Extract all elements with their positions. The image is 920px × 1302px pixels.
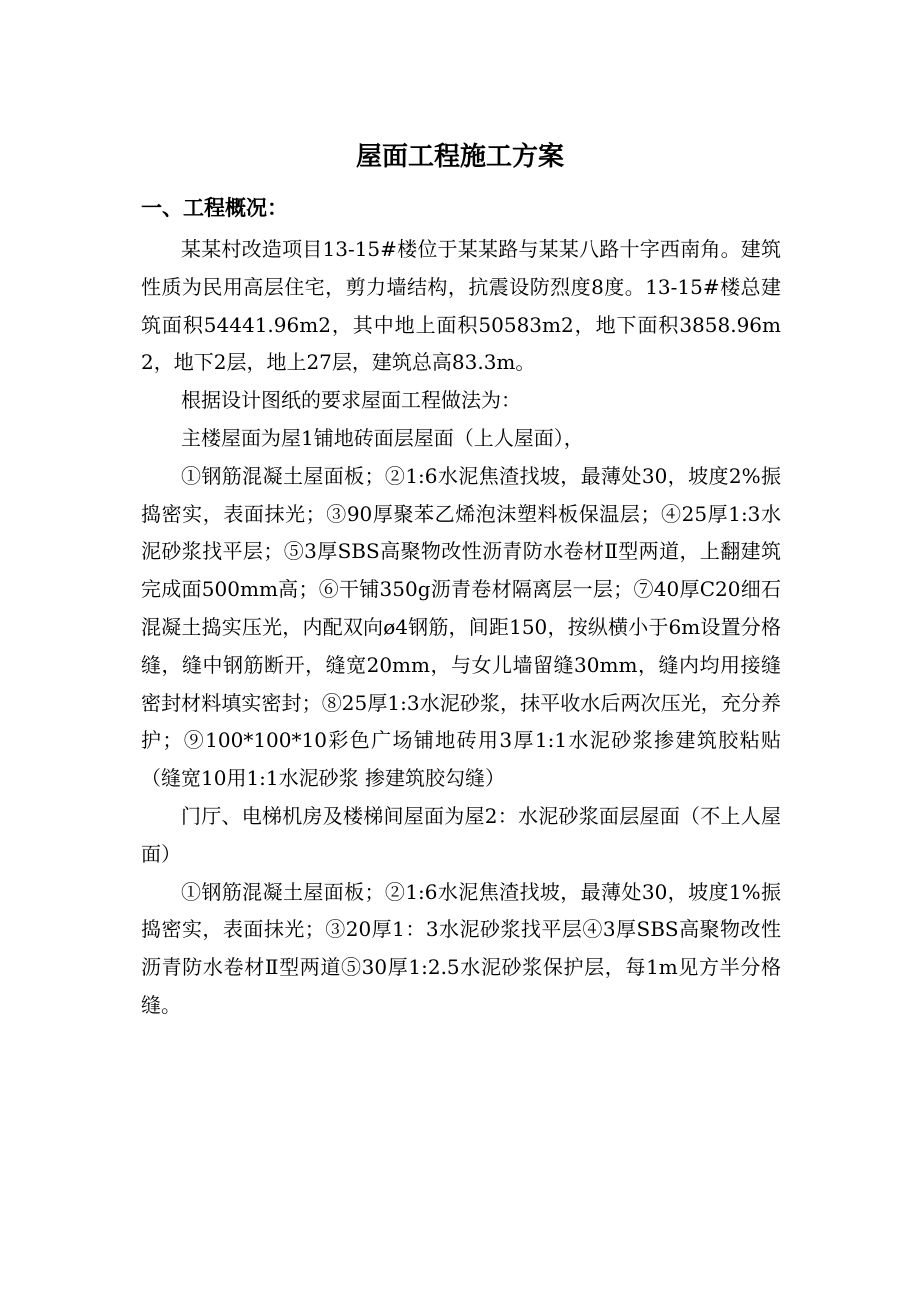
- paragraph-secondary-roof-layers: ①钢筋混凝土屋面板；②1:6水泥焦渣找坡，最薄处30，坡度1%振捣密实，表面抹光；③20厚1：3水泥砂浆找平层④3厚SBS高聚物改性沥青防水卷材Ⅱ型两道⑤30厚1:2.5水泥砂浆保护层，每1m见方半分格缝。: [141, 879, 781, 1017]
- section-heading: 一、工程概况：: [141, 196, 288, 220]
- paragraph-secondary-roof-type: 门厅、电梯机房及楼梯间屋面为屋2：水泥砂浆面层屋面（不上人屋面）: [141, 803, 781, 866]
- paragraph-main-roof-layers: ①钢筋混凝土屋面板；②1:6水泥焦渣找坡，最薄处30，坡度2%振捣密实，表面抹光；③90厚聚苯乙烯泡沫塑料板保温层；④25厚1:3水泥砂浆找平层；⑤3厚SBS高聚物改性沥青防水卷材Ⅱ型两道，上翻建筑完成面500mm高；⑥干铺350g沥青卷材隔离层一层；⑦40厚C20细石混凝土捣实压光，内配双向ø4钢筋，间距150，按纵横小于6m设置分格缝，缝中钢筋断开，缝宽20mm，与女儿墙留缝30mm，缝内均用接缝密封材料填实密封；⑧25厚1:3水泥砂浆，抹平收水后两次压光，充分养护；⑨100*100*10彩色广场铺地砖用3厚1:1水泥砂浆掺建筑胶粘贴（缝宽10用1:1水泥砂浆 掺建筑胶勾缝）: [141, 463, 781, 791]
- paragraph-project-overview: 某某村改造项目13-15#楼位于某某路与某某八路十字西南角。建筑性质为民用高层住宅，剪力墙结构，抗震设防烈度8度。13-15#楼总建筑面积54441.96m2，其中地上面积50583m2，地下面积3858.96m2，地下2层，地上27层，建筑总高83.3m。: [141, 237, 781, 375]
- document-title: 屋面工程施工方案: [355, 142, 564, 172]
- paragraph-main-roof-type: 主楼屋面为屋1铺地砖面层屋面（上人屋面），: [181, 425, 584, 450]
- paragraph-design-intro: 根据设计图纸的要求屋面工程做法为：: [181, 388, 521, 413]
- document-body: [141, 231, 781, 1025]
